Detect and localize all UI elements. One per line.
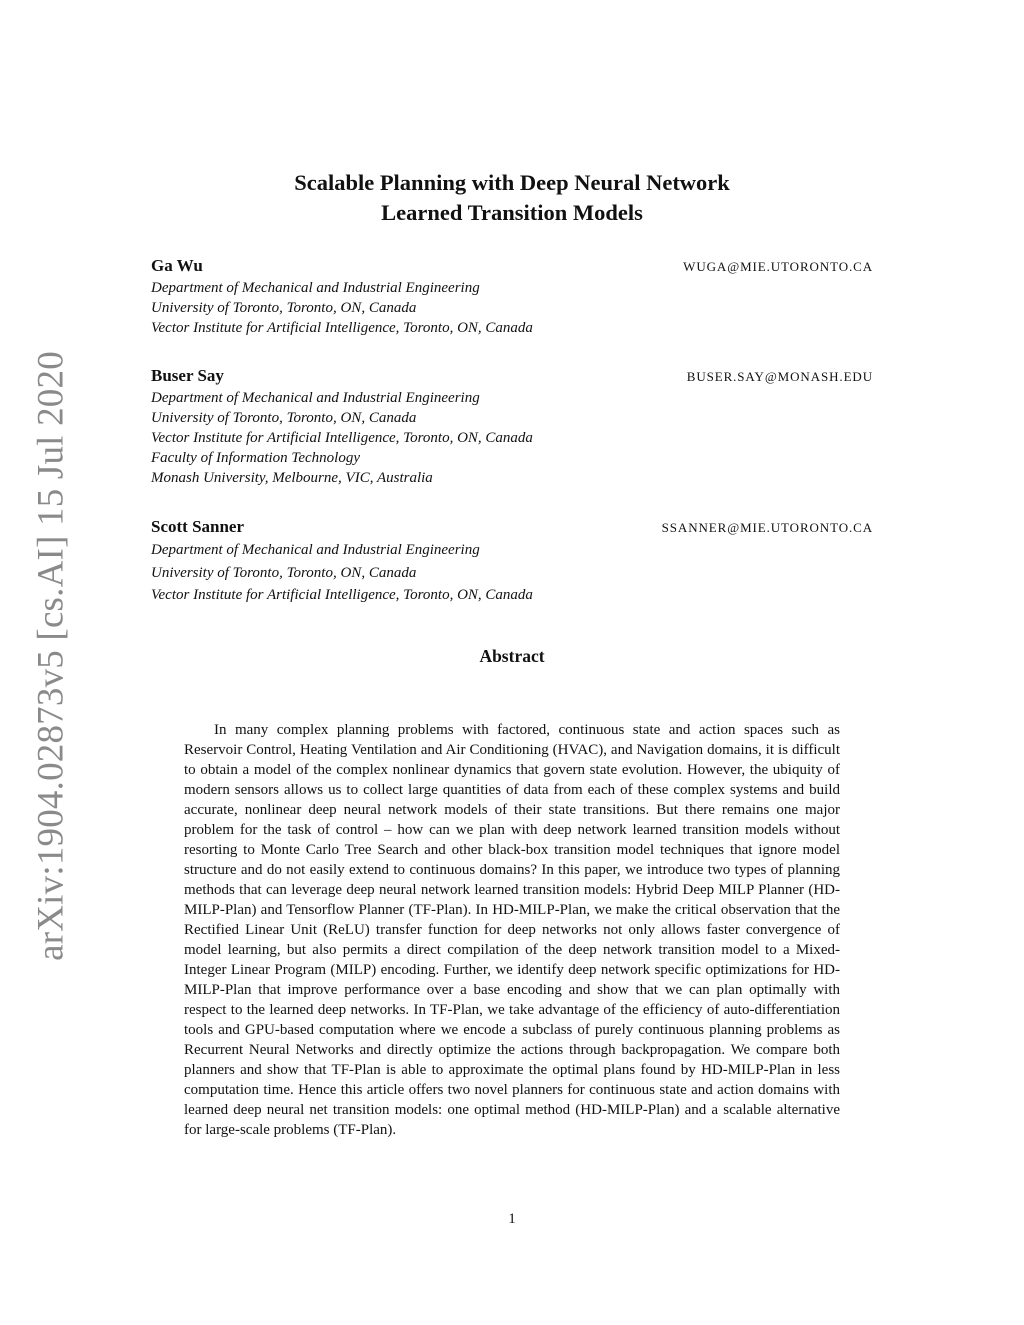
author-name: Scott Sanner: [151, 517, 245, 536]
author-affiliation: Department of Mechanical and Industrial Engineering: [151, 280, 480, 296]
abstract-heading: Abstract: [479, 646, 545, 666]
arxiv-identifier-stamp: arXiv:1904.02873v5 [cs.AI] 15 Jul 2020: [30, 351, 72, 961]
author-block-buser-say: [151, 366, 873, 488]
author-affiliation: Vector Institute for Artificial Intelligence, Toronto, ON, Canada: [151, 430, 533, 446]
author-affiliation: Department of Mechanical and Industrial Engineering: [151, 390, 480, 406]
author-affiliation: University of Toronto, Toronto, ON, Canada: [151, 410, 417, 426]
page-number: 1: [508, 1211, 516, 1227]
author-affiliation: University of Toronto, Toronto, ON, Canada: [151, 300, 417, 316]
abstract-body: In many complex planning problems with factored, continuous state and action spaces such as Reservoir Control, Heating Ventilation and Air Conditioning (HVAC), and Navigation domains, it is difficult to obtain a model of the complex nonlinear dynamics that govern state evolution. However, the ubiquity of modern sensors allows us to collect large quantities of data from each of these complex systems and build accurate, nonlinear deep neural network models of their state transitions. But there remains one major problem for the task of control – how can we plan with deep network learned transition models without resorting to Monte Carlo Tree Search and other black-box transition model techniques that ignore model structure and do not easily extend to continuous domains? In this paper, we introduce two types of planning methods that can leverage deep neural network learned transition models: Hybrid Deep MILP Planner (HD-MILP-Plan) and Tensorflow Planner (TF-Plan). In HD-MILP-Plan, we make the critical observation that the Rectified Linear Unit (ReLU) transfer function for deep networks not only allows faster convergence of model learning, but also permits a direct compilation of the deep network transition model to a Mixed-Integer Linear Program (MILP) encoding. Further, we identify deep network specific optimizations for HD-MILP-Plan that improve performance over a base encoding and show that we can plan optimally with respect to the learned deep networks. In TF-Plan, we take advantage of the efficiency of auto-differentiation tools and GPU-based computation where we encode a subclass of purely continuous planning problems as Recurrent Neural Networks and directly optimize the actions through backpropagation. We compare both planners and show that TF-Plan is able to approximate the optimal plans found by HD-MILP-Plan in less computation time. Hence this article offers two novel planners for continuous state and action domains with learned deep neural net transition models: one optimal method (HD-MILP-Plan) and a scalable alternative for large-scale problems (TF-Plan).: [184, 722, 840, 1138]
author-name: Ga Wu: [151, 256, 203, 275]
author-email: WUGA@MIE.UTORONTO.CA: [683, 259, 873, 274]
author-affiliation: Faculty of Information Technology: [151, 450, 361, 466]
author-affiliation: Monash University, Melbourne, VIC, Australia: [151, 470, 433, 486]
author-affiliation: Vector Institute for Artificial Intelligence, Toronto, ON, Canada: [151, 320, 533, 336]
paper-title-line-1: Scalable Planning with Deep Neural Network: [294, 170, 730, 195]
author-block-ga-wu: [151, 256, 873, 338]
paper-title-line-2: Learned Transition Models: [381, 200, 643, 225]
author-block-scott-sanner: [151, 517, 873, 607]
author-affiliation: University of Toronto, Toronto, ON, Canada: [151, 564, 417, 581]
author-name: Buser Say: [151, 366, 224, 385]
paper-title: [150, 168, 874, 228]
author-email: BUSER.SAY@MONASH.EDU: [686, 369, 873, 384]
author-affiliation: Department of Mechanical and Industrial Engineering: [151, 542, 480, 558]
author-email: SSANNER@MIE.UTORONTO.CA: [661, 520, 873, 535]
author-affiliation: Vector Institute for Artificial Intelligence, Toronto, ON, Canada: [151, 587, 533, 603]
